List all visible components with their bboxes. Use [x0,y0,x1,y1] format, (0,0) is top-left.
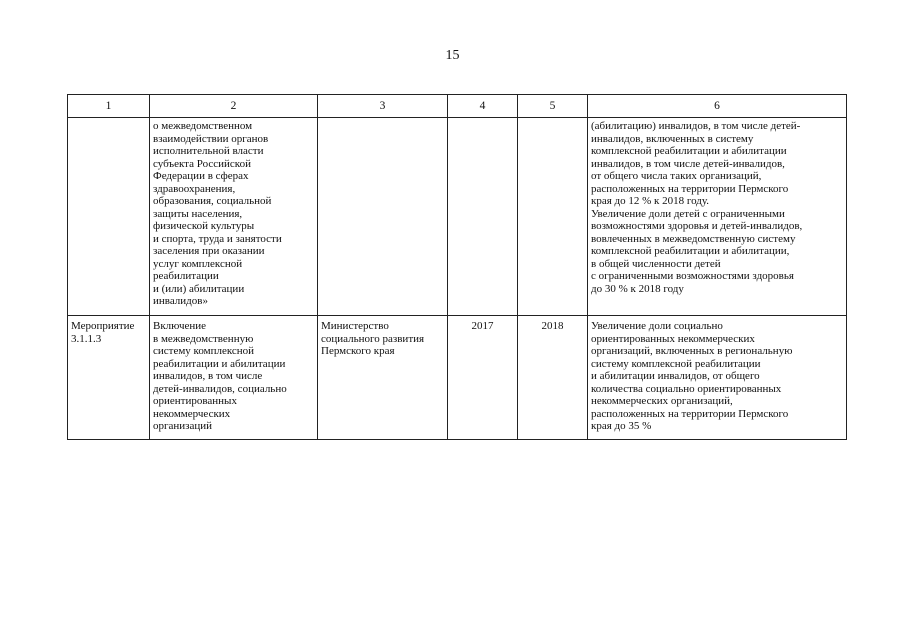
event-start-year-cell: 2017 [448,316,518,440]
header-cell-2: 2 [150,95,318,118]
header-cell-6: 6 [588,95,847,118]
cont-cell-1 [68,118,150,316]
event-result-cell: Увеличение доли социально ориентированных некоммерческих организаций, включенных в региональную систему комплексной реабилитации и абилитации инвалидов, от общего количества социально ориентированных некоммерческих организаций, расположенных на территории Пермского края до 35 % [588,316,847,440]
page-number: 15 [445,48,460,63]
event-description-cell: Включение в межведомственную систему комплексной реабилитации и абилитации инвалидов, в том числе детей-инвалидов, социально ориентированных некоммерческих организаций [150,316,318,440]
event-id-cell: Мероприятие 3.1.1.3 [68,316,150,440]
cont-cell-2: о межведомственном взаимодействии органов исполнительной власти субъекта Российской Федерации в сферах здравоохранения, образования, социальной защиты населения, физической культуры и спорта, труда и занятости заселения при оказании услуг комплексной реабилитации и (или) абилитации инвалидов» [150,118,318,316]
program-table [67,94,847,440]
header-cell-4: 4 [448,95,518,118]
cont-cell-6: (абилитацию) инвалидов, в том числе детей- инвалидов, включенных в систему комплексной реабилитации и абилитации инвалидов, в том числе детей-инвалидов, от общего числа таких организаций, расположенных на территории Пермского края до 12 % к 2018 году. Увеличение доли детей с ограниченными возможностями здоровья и детей-инвалидов, вовлеченных в межведомственную систему комплексной реабилитации и абилитации, в общей численности детей с ограниченными возможностями здоровья до 30 % к 2018 году [588,118,847,316]
table-header-row [68,95,847,118]
cont-cell-5 [518,118,588,316]
cont-cell-4 [448,118,518,316]
header-cell-3: 3 [318,95,448,118]
table-row-continuation [68,118,847,316]
event-executor-cell: Министерство социального развития Пермского края [318,316,448,440]
cont-cell-3 [318,118,448,316]
event-end-year-cell: 2018 [518,316,588,440]
header-cell-5: 5 [518,95,588,118]
table-row-event-3-1-1-3 [68,316,847,440]
header-cell-1: 1 [68,95,150,118]
